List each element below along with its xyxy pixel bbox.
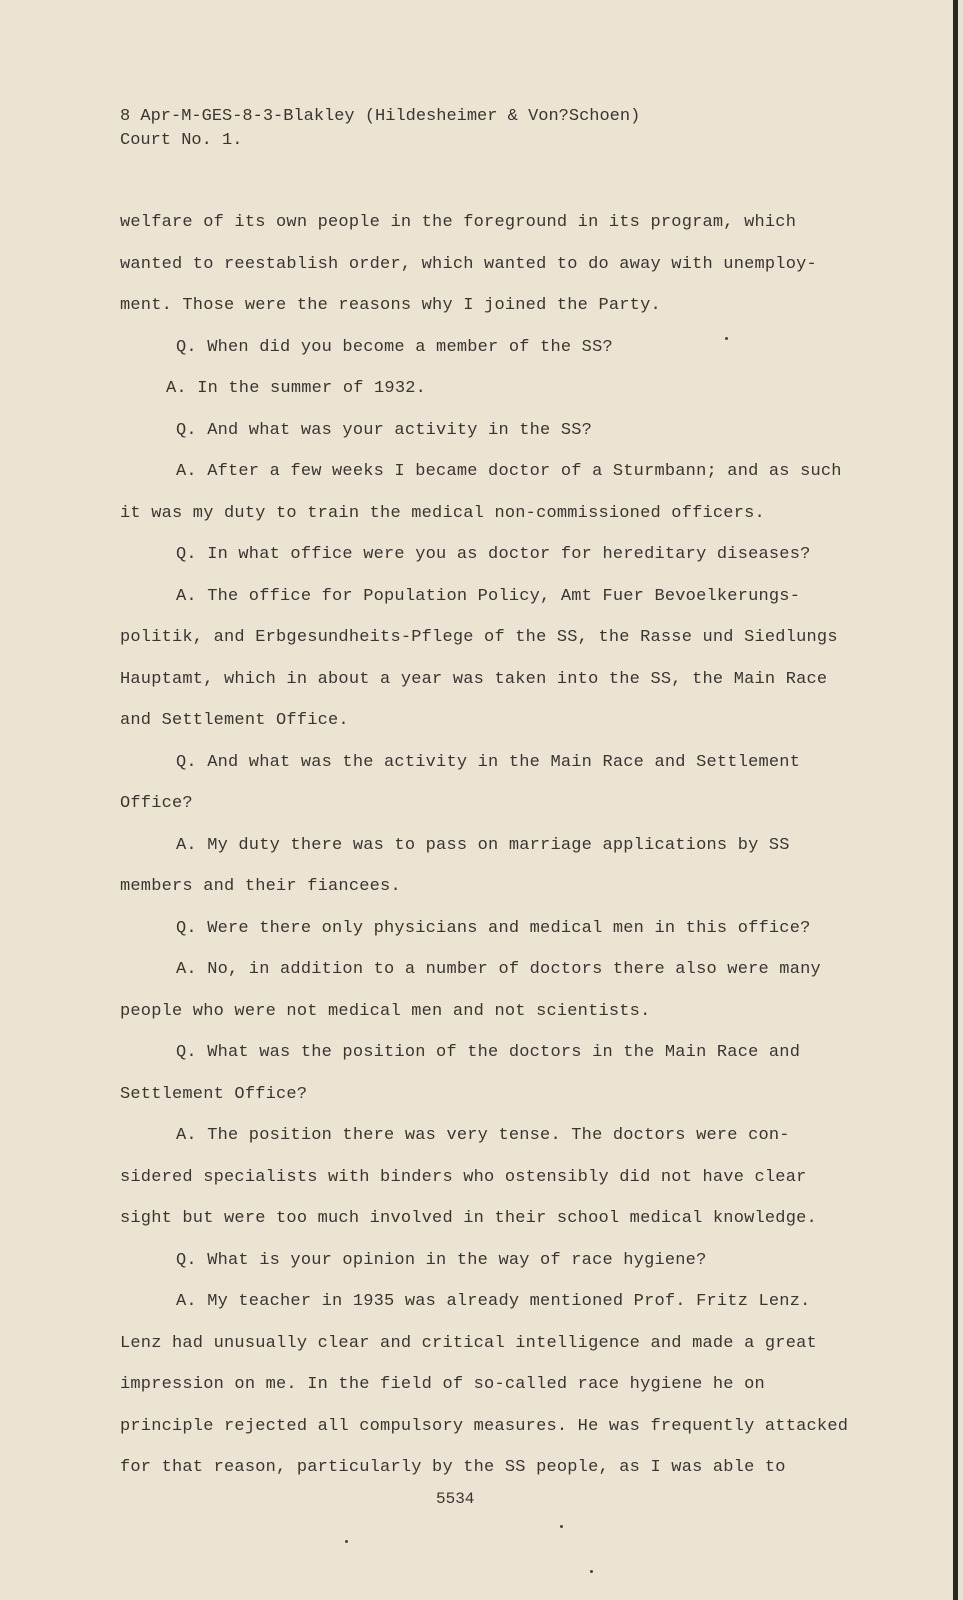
text-line: sight but were too much involved in their school medical knowledge. — [120, 1209, 817, 1228]
answer-line: A. After a few weeks I became doctor of a Sturmbann; and as such — [176, 462, 842, 481]
text-line: principle rejected all compulsory measures. He was frequently attacked — [120, 1416, 849, 1436]
text-line: Office? — [120, 794, 193, 813]
header-line-1: 8 Apr-M-GES-8-3-Blakley (Hildesheimer & Von?Schoen) — [120, 107, 641, 126]
paper-speck — [560, 1525, 563, 1528]
text-line: and Settlement Office. — [120, 711, 349, 730]
text-line: for that reason, particularly by the SS people, as I was able to — [120, 1458, 786, 1477]
question-line: Q. What is your opinion in the way of race hygiene? — [176, 1250, 707, 1270]
text-line: wanted to reestablish order, which wanted to do away with unemploy- — [120, 254, 817, 274]
text-line: Settlement Office? — [120, 1084, 308, 1104]
text-line: politik, and Erbgesundheits-Pflege of the SS, the Rasse und Siedlungs — [120, 628, 838, 647]
text-line: sidered specialists with binders who ostensibly did not have clear — [120, 1167, 807, 1187]
question-line: Q. And what was your activity in the SS? — [176, 420, 593, 440]
answer-line: A. The position there was very tense. The doctors were con- — [176, 1126, 790, 1145]
question-line: Q. And what was the activity in the Main Race and Settlement — [176, 752, 801, 772]
text-line: ment. Those were the reasons why I joined the Party. — [120, 296, 661, 315]
question-line: Q. What was the position of the doctors in the Main Race and — [176, 1043, 801, 1062]
answer-line: A. The office for Population Policy, Amt Fuer Bevoelkerungs- — [176, 586, 801, 606]
text-line: members and their fiancees. — [120, 877, 401, 896]
text-line: impression on me. In the field of so-called race hygiene he on — [120, 1375, 765, 1394]
text-line: people who were not medical men and not scientists. — [120, 1001, 651, 1021]
answer-line: A. My duty there was to pass on marriage applications by SS — [176, 835, 790, 855]
header-line-2: Court No. 1. — [120, 131, 243, 150]
document-header — [120, 105, 640, 153]
paper-speck — [725, 337, 728, 340]
text-line: welfare of its own people in the foreground in its program, which — [120, 213, 797, 232]
text-line: it was my duty to train the medical non-commissioned officers. — [120, 503, 765, 523]
text-line: Lenz had unusually clear and critical intelligence and made a great — [120, 1333, 817, 1353]
answer-line: A. No, in addition to a number of doctors there also were many — [176, 960, 821, 979]
question-line: Q. When did you become a member of the SS? — [176, 337, 613, 357]
text-line: Hauptamt, which in about a year was taken into the SS, the Main Race — [120, 669, 828, 689]
paper-speck — [590, 1570, 593, 1573]
question-line: Q. Were there only physicians and medical men in this office? — [176, 918, 811, 938]
answer-line: A. My teacher in 1935 was already mentioned Prof. Fritz Lenz. — [176, 1292, 811, 1311]
answer-line: A. In the summer of 1932. — [166, 379, 427, 398]
question-line: Q. In what office were you as doctor for hereditary diseases? — [176, 545, 811, 564]
page-number: 5534 — [436, 1490, 475, 1508]
transcript-body — [120, 210, 850, 1497]
paper-speck — [345, 1540, 348, 1543]
